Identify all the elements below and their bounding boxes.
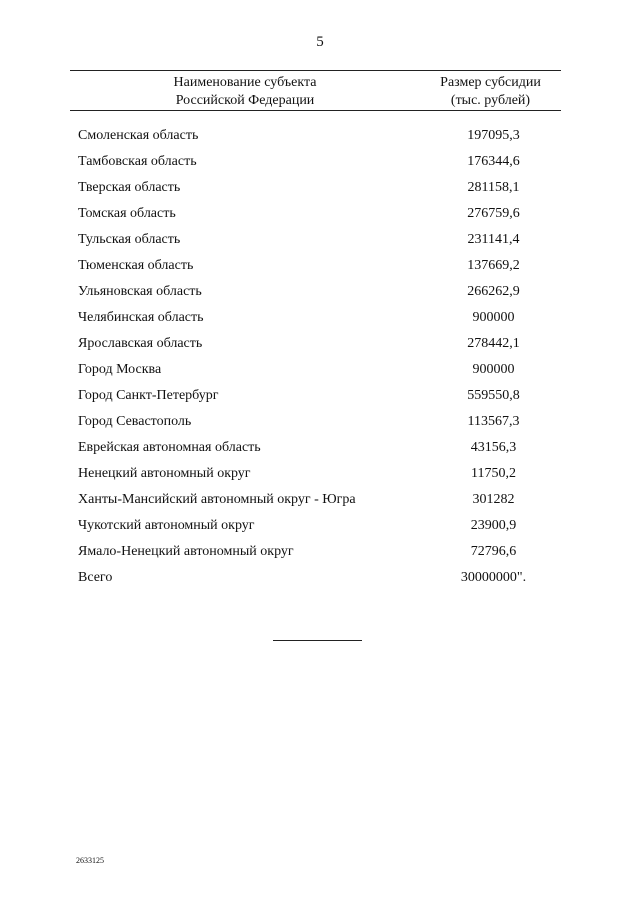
- subsidy-value: 301282: [472, 492, 515, 507]
- subsidy-value: 278442,1: [467, 336, 520, 351]
- subsidy-value: 11750,2: [471, 466, 516, 481]
- region-name: Еврейская автономная область: [78, 440, 261, 455]
- header-subsidy-line1: Размер субсидии: [440, 75, 541, 90]
- subsidy-value: 176344,6: [467, 154, 520, 169]
- region-name: Тамбовская область: [78, 154, 197, 169]
- page-number: 5: [316, 34, 324, 50]
- subsidy-value: 197095,3: [467, 128, 520, 143]
- document-id: 2633125: [76, 856, 104, 865]
- subsidy-value: 137669,2: [467, 258, 520, 273]
- table-row: [70, 175, 561, 201]
- header-region-line1: Наименование субъекта: [173, 75, 317, 90]
- table-row: [70, 357, 561, 383]
- table-row: [70, 279, 561, 305]
- subsidy-value: 281158,1: [467, 180, 520, 195]
- subsidy-value: 30000000".: [460, 570, 527, 585]
- table-body: [70, 123, 561, 591]
- region-name: Город Санкт-Петербург: [78, 388, 219, 403]
- region-name: Город Севастополь: [78, 414, 192, 429]
- region-name: Ямало-Ненецкий автономный округ: [78, 544, 294, 559]
- table-row: [70, 461, 561, 487]
- table-row: [70, 487, 561, 513]
- region-name: Тверская область: [78, 180, 181, 195]
- subsidy-value: 266262,9: [467, 284, 520, 299]
- subsidy-value: 72796,6: [470, 544, 517, 559]
- table-row: [70, 513, 561, 539]
- region-name: Тюменская область: [78, 258, 194, 273]
- table-row: [70, 331, 561, 357]
- subsidy-value: 231141,4: [467, 232, 520, 247]
- region-name: Ханты-Мансийский автономный округ - Югра: [78, 492, 356, 507]
- subsidy-value: 900000: [472, 362, 515, 377]
- region-name: Челябинская область: [78, 310, 204, 325]
- region-name: Смоленская область: [78, 128, 199, 143]
- table-row: [70, 435, 561, 461]
- table-row: [70, 565, 561, 591]
- subsidy-value: 43156,3: [470, 440, 517, 455]
- table-row: [70, 201, 561, 227]
- region-name: Ульяновская область: [78, 284, 202, 299]
- region-name: Тульская область: [78, 232, 181, 247]
- table-row: [70, 409, 561, 435]
- region-name: Томская область: [78, 206, 176, 221]
- region-name: Город Москва: [78, 362, 162, 377]
- region-name: Ярославская область: [78, 336, 203, 351]
- table-row: [70, 149, 561, 175]
- region-name: Всего: [78, 570, 113, 585]
- header-region-line2: Российской Федерации: [175, 93, 315, 108]
- table-row: [70, 383, 561, 409]
- region-name: Чукотский автономный округ: [78, 518, 255, 533]
- table-row: [70, 539, 561, 565]
- subsidy-value: 900000: [472, 310, 515, 325]
- subsidy-table: [70, 70, 561, 591]
- subsidy-value: 23900,9: [470, 518, 517, 533]
- header-subsidy-size: [420, 71, 561, 110]
- subsidy-value: 559550,8: [467, 388, 520, 403]
- subsidy-value: 276759,6: [467, 206, 520, 221]
- closing-rule: [273, 640, 362, 641]
- header-subsidy-line2: (тыс. рублей): [450, 93, 531, 108]
- table-header: [70, 71, 561, 111]
- table-row: [70, 227, 561, 253]
- table-row: [70, 123, 561, 149]
- header-region-name: [70, 71, 420, 110]
- table-row: [70, 305, 561, 331]
- subsidy-value: 113567,3: [467, 414, 520, 429]
- table-row: [70, 253, 561, 279]
- region-name: Ненецкий автономный округ: [78, 466, 251, 481]
